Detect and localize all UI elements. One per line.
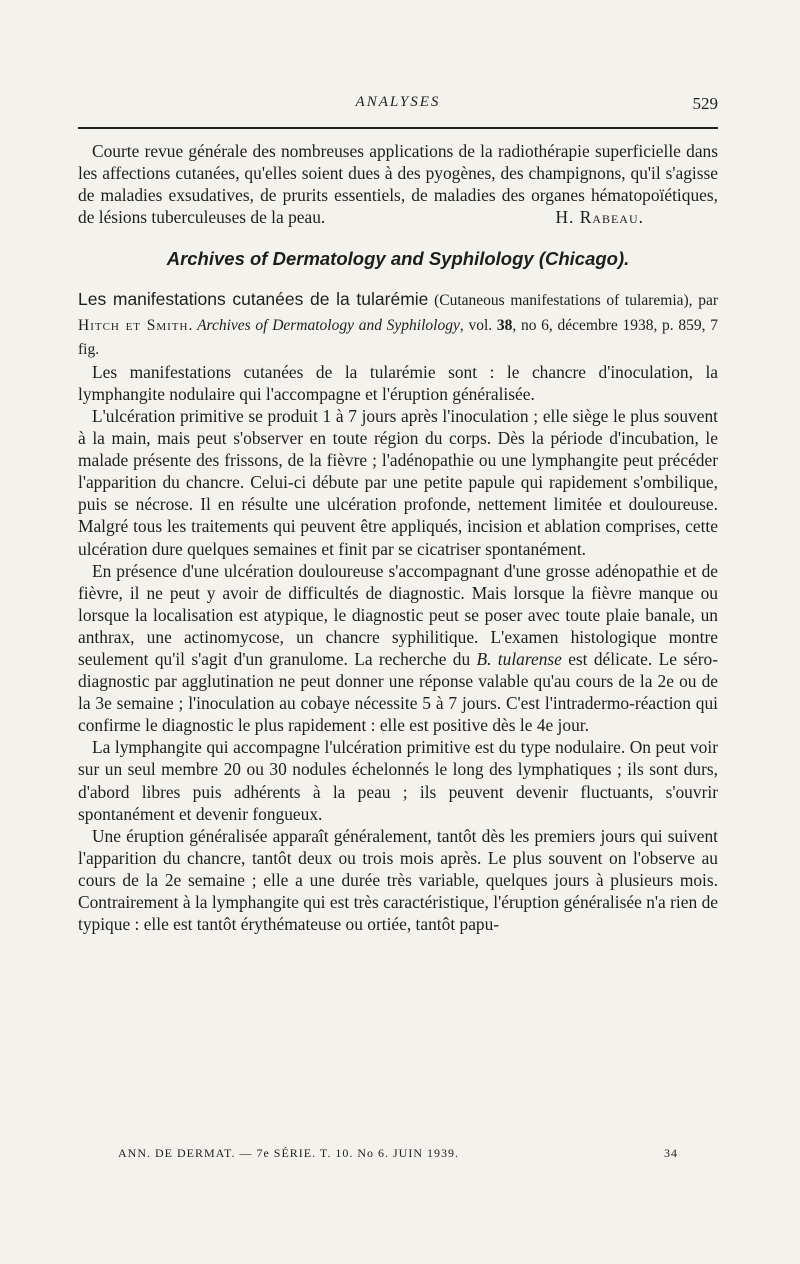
article-vol-prefix: , vol. <box>459 316 497 334</box>
article-sep: . <box>188 316 198 334</box>
article-authors: Hitch et Smith <box>78 316 189 334</box>
paragraph-3-part2: est délicate. Le séro-diagnostic par agglutination ne peut donner une réponse valable qu'au cours de la 2e ou de la 3e semaine ; l'inoculation au cobaye nécessite 5 à 7 jours. C'est l'intradermo-réaction qui confirme le diagnostic le plus rapidement : elle est positive dès le 4e jour. <box>78 648 719 736</box>
paragraph-4: La lymphangite qui accompagne l'ulcération primitive est du type nodulaire. On peut voir sur un seul membre 20 ou 30 nodules échelonnés le long des lymphatiques ; ils sont durs, d'abord libres puis adhérents à la peau ; ils peuvent devenir fluctuants, s'ouvrir spontanément et devenir fongueux. <box>78 737 718 824</box>
paragraph-3 <box>78 560 718 737</box>
article-volume: 38 <box>496 316 513 334</box>
paragraph-2: L'ulcération primitive se produit 1 à 7 jours après l'inoculation ; elle siège le plus souvent à la main, mais peut s'observer en toute région du corps. Dès la période d'incubation, le malade présente des frissons, de la fièvre ; l'adénopathie ou une lymphangite peut précéder l'apparition du chancre. Celui-ci débute par une petite papule qui rapidement s'ombilique, puis se nécrose. Il en résulte une ulcération profonde, nettement limitée et douloureuse. Malgré tous les traitements qui peuvent être appliqués, incision et ablation comprises, cette ulcération dure quelques semaines et finit par se cicatriser spontanément. <box>78 405 718 559</box>
article-title: Les manifestations cutanées de la tularémie <box>78 289 429 310</box>
header-rule <box>78 127 718 129</box>
page-content <box>78 140 718 935</box>
footer-citation: ANN. DE DERMAT. — 7e SÉRIE. T. 10. No 6. JUIN 1939. <box>118 1146 459 1160</box>
journal-section-title: Archives of Dermatology and Syphilology (Chicago). <box>166 248 630 270</box>
running-title: ANALYSES <box>355 94 441 110</box>
reviewer-signature: H. Rabeau. <box>555 207 644 228</box>
paragraph-5: Une éruption généralisée apparaît généralement, tantôt dès les premiers jours qui suivent l'apparition du chancre, tantôt deux ou trois mois après. Le plus souvent on l'observe au cours de la 2e semaine ; elle a une durée très variable, quelques jours à plusieurs mois. Contrairement à la lymphangite qui est très caractéristique, l'éruption généralisée n'a rien de typique : elle est tantôt érythémateuse ou ortiée, tantôt papu- <box>78 825 718 935</box>
paragraph-1: Les manifestations cutanées de la tularémie sont : le chancre d'inoculation, la lymphangite nodulaire qui l'accompagne et l'éruption généralisée. <box>78 361 718 404</box>
article-subtitle: (Cutaneous manifestations of tularemia), par <box>428 292 718 310</box>
article-details: , no 6, décembre 1938, p. 859, 7 fig. <box>78 316 718 358</box>
article-heading <box>78 288 718 360</box>
paragraph-3-italic: B. tularense <box>476 648 562 669</box>
running-header <box>78 92 718 120</box>
signature-number: 34 <box>664 1146 678 1160</box>
intro-text: Courte revue générale des nombreuses applications de la radiothérapie superficielle dans les affections cutanées, qu'elles soient dues à des pyogènes, des champignons, qu'il s'agisse de maladies exsudatives, de prurits essentiels, de maladies des organes hématopoïétiques, de lésions tuberculeuses de la peau. <box>78 141 718 228</box>
article-journal: Archives of Dermatology and Syphilology <box>197 316 460 334</box>
paragraph-3-part1: En présence d'une ulcération douloureuse s'accompagnant d'une grosse adénopathie et de fièvre, il ne peut y avoir de difficultés de diagnostic. Mais lorsque la fièvre manque ou lorsque la localisation est atypique, le diagnostic peut se poser avec toute plaie banale, un anthrax, une actinomycose, un chancre syphilitique. L'examen histologique montre seulement qu'il s'agit d'un granulome. La recherche du <box>78 560 718 669</box>
page-number: 529 <box>692 94 718 113</box>
intro-paragraph <box>78 140 718 228</box>
page-footer <box>118 1146 678 1161</box>
